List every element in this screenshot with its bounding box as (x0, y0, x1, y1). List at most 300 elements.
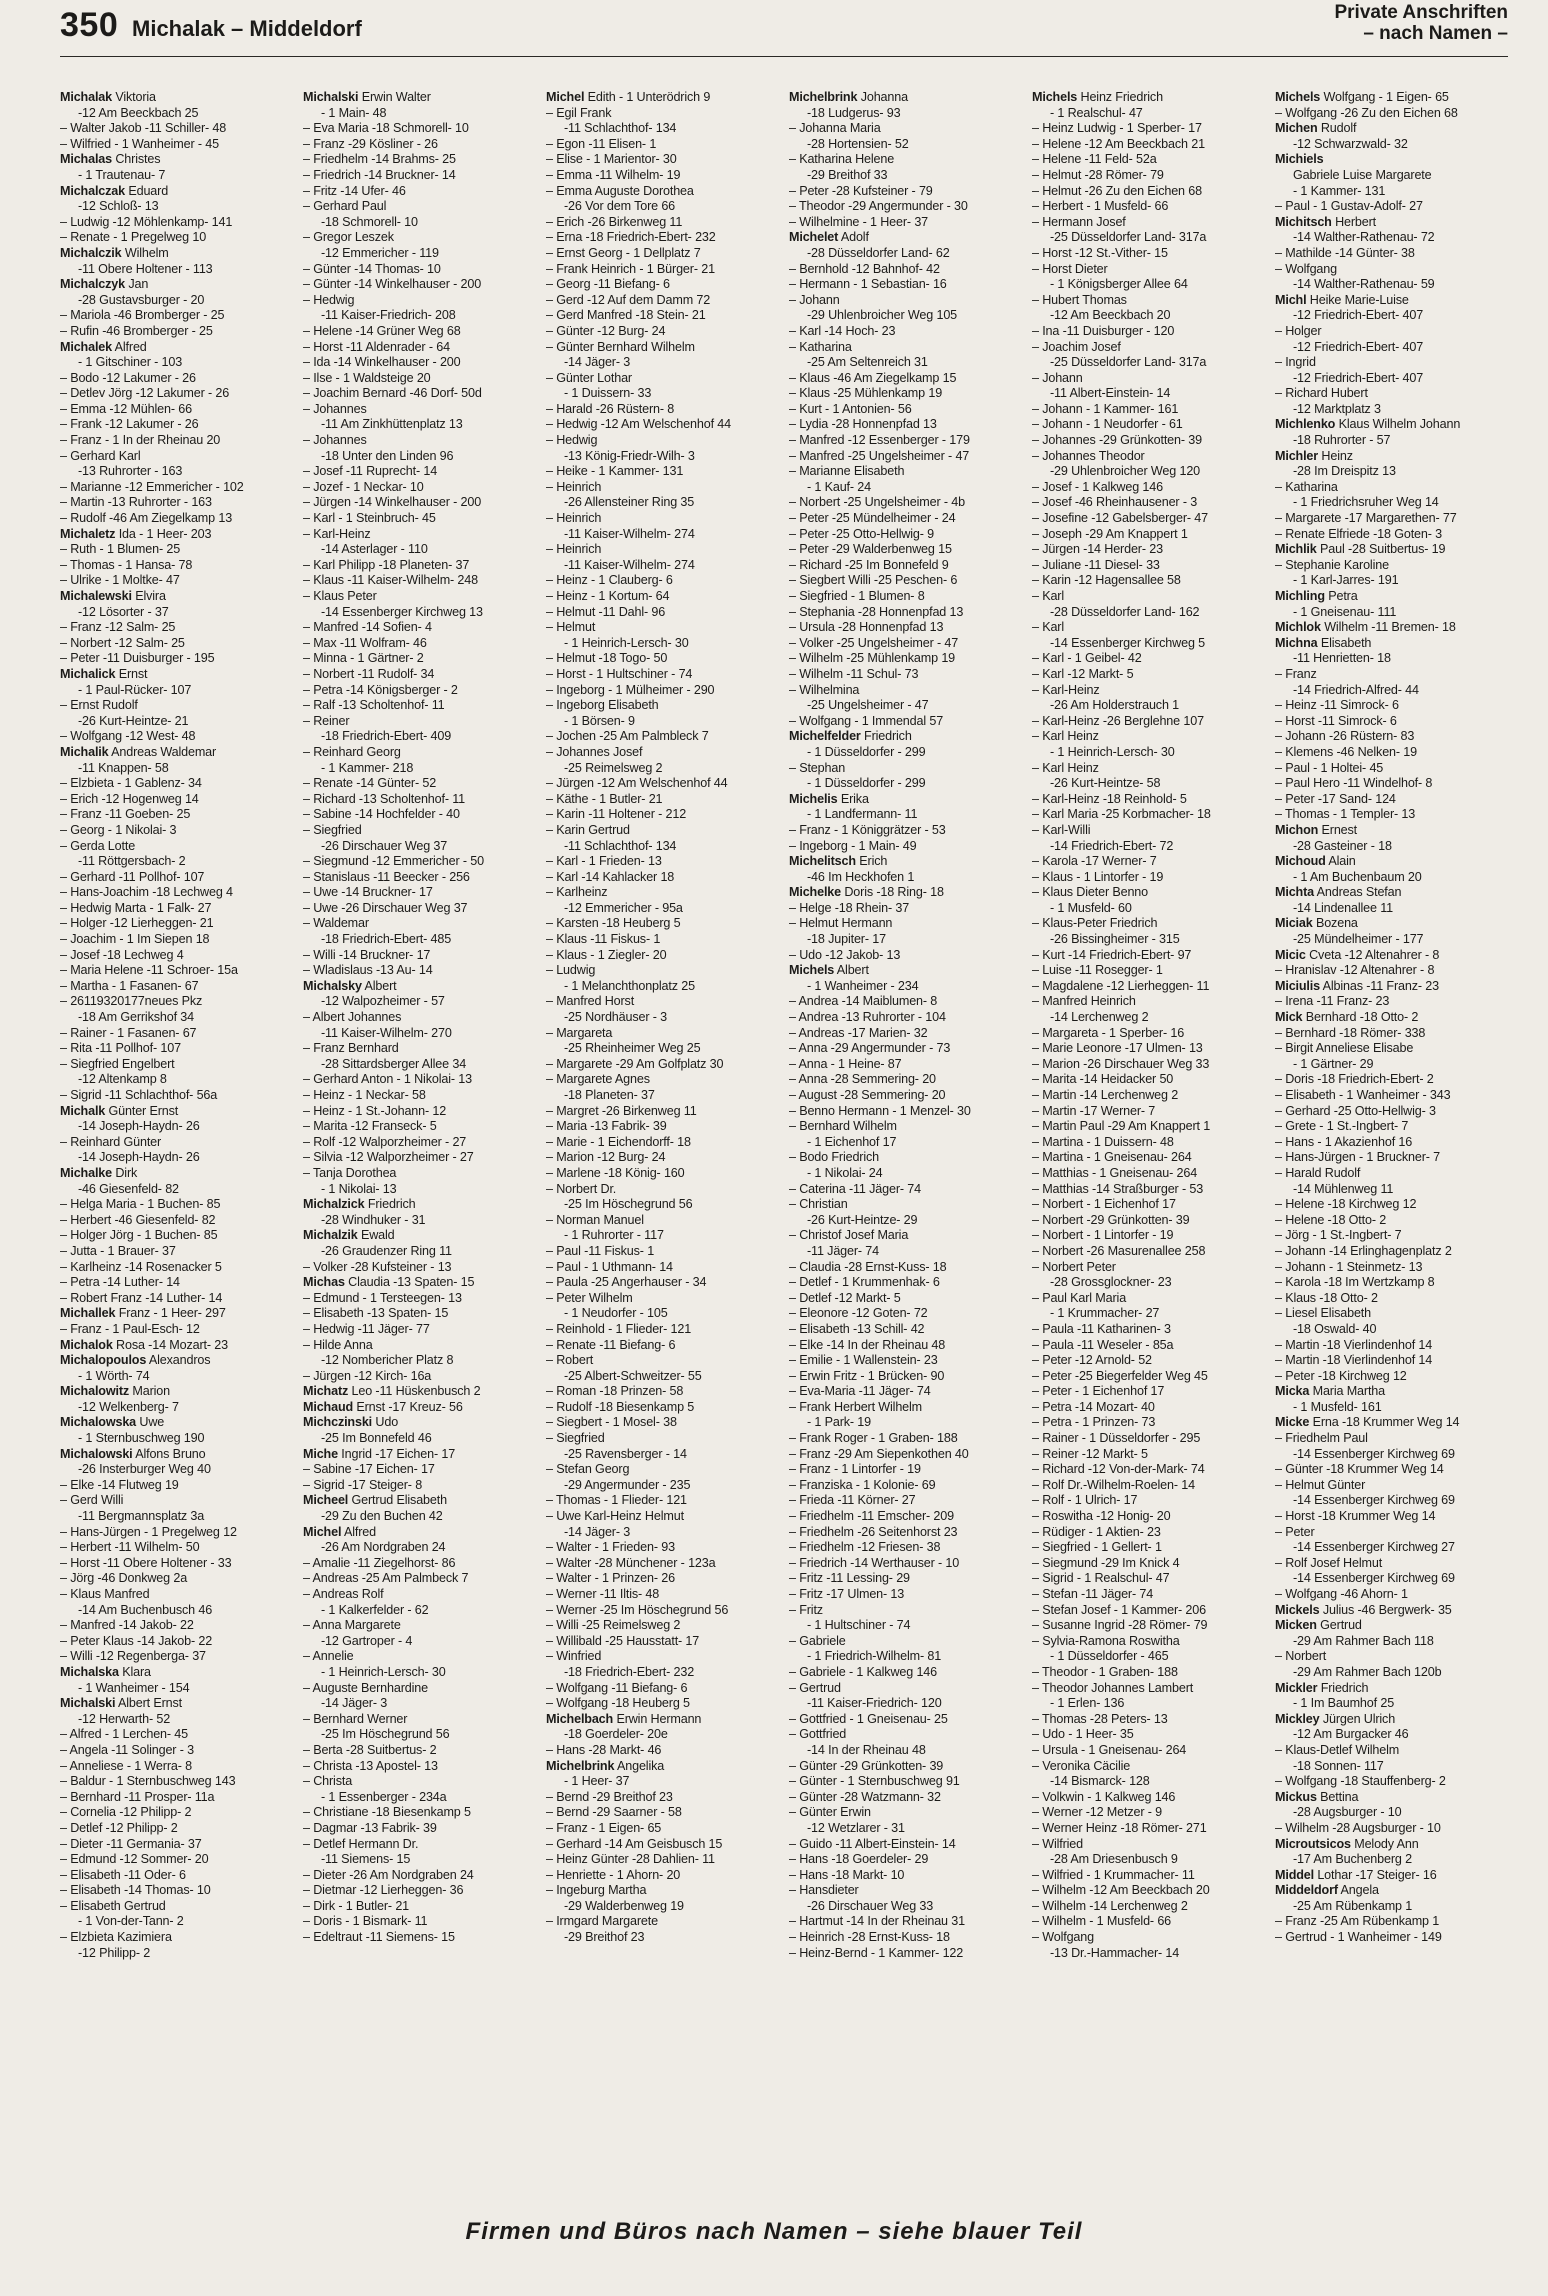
directory-entry: – Henriette - 1 Ahorn- 20 (546, 1867, 681, 1882)
directory-entry: Michalak Viktoria (60, 90, 156, 104)
surname: Michalczak (60, 183, 125, 198)
directory-entry: Michalewski Elvira (60, 589, 166, 603)
directory-entry: – Ulrike - 1 Moltke- 47 (60, 573, 180, 588)
directory-entry: -18 Friedrich-Ebert- 485 (321, 932, 452, 947)
header-rule (60, 56, 1508, 57)
directory-entry: – Egon -11 Elisen- 1 (546, 136, 657, 151)
directory-entry: – Sylvia-Ramona Roswitha (1032, 1633, 1180, 1648)
directory-entry: – Dieter -11 Germania- 37 (60, 1836, 202, 1851)
surname: Michel (546, 90, 585, 104)
directory-entry: – Gerd -12 Auf dem Damm 72 (546, 292, 711, 307)
surname: Michelet (789, 230, 839, 245)
directory-entry: – Uwe Karl-Heinz Helmut (546, 1509, 684, 1524)
directory-entry: – Martin -13 Ruhrorter - 163 (60, 495, 212, 510)
directory-entry: – Erwin Fritz - 1 Brücken- 90 (789, 1368, 945, 1383)
directory-entry: – Margarete Agnes (546, 1072, 650, 1087)
directory-entry: – Wilhelm -12 Am Beeckbach 20 (1032, 1883, 1210, 1898)
directory-entry: – Stanislaus -11 Beecker - 256 (303, 869, 470, 884)
directory-entry: – Heinz - 1 Kortum- 64 (546, 589, 670, 603)
directory-entry: – Wolfgang -12 West- 48 (60, 729, 196, 744)
directory-entry: – Johannes (303, 401, 367, 416)
directory-entry: – Martin -18 Vierlindenhof 14 (1275, 1353, 1433, 1368)
directory-entry: – Rainer - 1 Fasanen- 67 (60, 1025, 197, 1040)
directory-entry: – Anna -28 Semmering- 20 (789, 1072, 936, 1087)
directory-entry: – Siegfried - 1 Gellert- 1 (1032, 1540, 1162, 1555)
directory-entry: Michel Alfred (303, 1524, 376, 1539)
directory-entry: – Elisabeth Gertrud (60, 1898, 166, 1913)
directory-entry: – Helene -14 Grüner Weg 68 (303, 323, 461, 338)
directory-entry: – Petra -14 Königsberger - 2 (303, 682, 458, 697)
surname: Michalski (303, 90, 359, 104)
surname: Michler (1275, 448, 1319, 463)
directory-entry: – Stephan (789, 760, 846, 775)
directory-entry: – Klaus-Detlef Wilhelm (1275, 1742, 1400, 1757)
surname: Micic (1275, 947, 1306, 962)
directory-entry: – Elzbieta - 1 Gablenz- 34 (60, 776, 202, 791)
directory-entry: Michta Andreas Stefan (1275, 885, 1402, 900)
directory-entry: - 1 Düsseldorfer - 299 (807, 744, 926, 759)
page-name-range: Michalak – Middeldorf (132, 16, 362, 41)
directory-entry: -14 Joseph-Haydn- 26 (78, 1119, 200, 1134)
directory-entry: – Marita -12 Franseck- 5 (303, 1119, 437, 1134)
directory-entry: – Johannes (303, 433, 367, 448)
directory-entry: – Dirk - 1 Butler- 21 (303, 1898, 410, 1913)
directory-entry: – Friedrich -14 Bruckner- 14 (303, 167, 456, 182)
directory-entry: – Edmund - 1 Tersteegen- 13 (303, 1290, 462, 1305)
surname: Michalzick (303, 1197, 365, 1212)
directory-entry: – Martha - 1 Fasanen- 67 (60, 978, 199, 993)
surname: Micke (1275, 1415, 1310, 1430)
surname: Michelfelder (789, 729, 861, 744)
directory-entry: – Richard -25 Im Bonnefeld 9 (789, 557, 949, 572)
surname: Michelitsch (789, 854, 856, 869)
directory-entry: Michatz Leo -11 Hüskenbusch 2 (303, 1384, 481, 1399)
directory-entry: – Paul - 1 Holtei- 45 (1275, 760, 1384, 775)
directory-entry: – Ralf -13 Scholtenhof- 11 (303, 698, 445, 713)
directory-entry: – Frank Herbert Wilhelm (789, 1399, 923, 1414)
directory-entry: Gabriele Luise Margarete (1293, 167, 1432, 182)
directory-entry: – Hedwig (546, 433, 598, 448)
directory-entry: - 1 Wanheimer - 234 (807, 978, 919, 993)
directory-entry: – Hans -28 Markt- 46 (546, 1742, 662, 1757)
directory-entry: – Martina - 1 Gneisenau- 264 (1032, 1150, 1192, 1165)
directory-entry: – Willi -14 Bruckner- 17 (303, 947, 431, 962)
directory-entry: – Fritz -11 Lessing- 29 (789, 1571, 910, 1586)
directory-entry: – Klaus Manfred (60, 1587, 150, 1601)
directory-entry: -12 Walpozheimer - 57 (321, 994, 445, 1009)
directory-entry: -25 Albert-Schweitzer- 55 (564, 1368, 702, 1383)
directory-entry: – Dagmar -13 Fabrik- 39 (303, 1820, 437, 1835)
directory-entry: – Klaus-Peter Friedrich (1032, 916, 1158, 931)
directory-entry: Michalok Rosa -14 Mozart- 23 (60, 1337, 228, 1352)
directory-entry: – Richard -13 Scholtenhof- 11 (303, 791, 466, 806)
surname: Michna (1275, 635, 1318, 650)
directory-entry: - 1 Wörth- 74 (78, 1368, 150, 1383)
directory-entry: – Andrea -14 Maiblumen- 8 (789, 994, 938, 1009)
directory-entry: - 1 Park- 19 (807, 1415, 871, 1430)
directory-entry: – Bernhold -12 Bahnhof- 42 (789, 261, 940, 276)
directory-entry: – Klaus - 1 Ziegler- 20 (546, 947, 667, 962)
directory-entry: – Annelie (303, 1649, 354, 1664)
directory-entry: -29 Zu den Buchen 42 (321, 1509, 443, 1524)
directory-entry: – Helmut -26 Zu den Eichen 68 (1032, 183, 1202, 198)
directory-entry: – Johann (1032, 370, 1083, 385)
directory-entry: – Wilhelm -14 Lerchenweg 2 (1032, 1898, 1188, 1913)
directory-entry: -12 Nombericher Platz 8 (321, 1353, 454, 1368)
directory-entry: – Klaus - 1 Lintorfer - 19 (1032, 869, 1164, 884)
directory-entry: – Günter -28 Watzmann- 32 (789, 1789, 941, 1804)
directory-entry: – Hubert Thomas (1032, 292, 1127, 307)
directory-entry: – Peter -12 Arnold- 52 (1032, 1353, 1152, 1368)
directory-entry: – Helene -18 Otto- 2 (1275, 1212, 1387, 1227)
directory-entry: – Detlef -12 Philipp- 2 (60, 1820, 178, 1835)
surname: Michas (303, 1275, 345, 1290)
directory-entry: – Heinrich -28 Ernst-Kuss- 18 (789, 1930, 950, 1945)
directory-entry: – Wilhelm -11 Schul- 73 (789, 666, 919, 681)
directory-entry: – Josefine -12 Gabelsberger- 47 (1032, 511, 1208, 526)
directory-entry: - 1 Realschul- 47 (1050, 105, 1143, 120)
surname: Michaletz (60, 526, 116, 541)
surname: Michaud (303, 1399, 354, 1414)
directory-entry: – Karl - 1 Steinbruch- 45 (303, 511, 436, 526)
directory-entry: – Peter Wilhelm (546, 1290, 633, 1305)
directory-entry: – Erich -12 Hogenweg 14 (60, 791, 199, 806)
directory-entry: – Wolfgang -26 Zu den Eichen 68 (1275, 105, 1458, 120)
surname: Michalok (60, 1337, 113, 1352)
directory-entry: – Gertrud (789, 1680, 841, 1695)
directory-entry: – Richard Hubert (1275, 386, 1368, 401)
directory-entry: - 1 Von-der-Tann- 2 (78, 1914, 184, 1929)
directory-entry: – Günter -18 Krummer Weg 14 (1275, 1462, 1444, 1477)
directory-entry: - 1 Gneisenau- 111 (1293, 604, 1397, 619)
directory-entry: – Thomas - 1 Hansa- 78 (60, 557, 193, 572)
directory-entry: – Ursula -28 Honnenpfad 13 (789, 620, 944, 635)
directory-entry: – Siegfried (546, 1431, 605, 1446)
directory-entry: - 1 Musfeld- 60 (1050, 900, 1132, 915)
directory-entry: – Hans-Joachim -18 Lechweg 4 (60, 885, 233, 900)
directory-entry: Micke Erna -18 Krummer Weg 14 (1275, 1415, 1460, 1430)
directory-entry: – Katharina (1275, 479, 1338, 494)
directory-entry: – Franz - 1 Lintorfer - 19 (789, 1462, 921, 1477)
directory-entry: – Manfred -12 Essenberger - 179 (789, 433, 970, 448)
directory-entry: – Heike - 1 Kammer- 131 (546, 464, 684, 479)
directory-entry: – Günter - 1 Sternbuschweg 91 (789, 1774, 960, 1789)
directory-entry: – Holger (1275, 323, 1322, 338)
directory-entry: -12 Altenkamp 8 (78, 1072, 167, 1087)
directory-entry: -18 Ruhrorter - 57 (1293, 433, 1391, 448)
directory-entry: – Gottfried (789, 1727, 847, 1742)
directory-entry: – Norbert -25 Ungelsheimer - 4b (789, 495, 965, 510)
directory-entry: – Marion -12 Burg- 24 (546, 1150, 666, 1165)
directory-entry: – Margareta (546, 1025, 613, 1040)
directory-entry: – Johannes Josef (546, 744, 643, 759)
directory-entry: -26 Bissingheimer - 315 (1050, 932, 1180, 947)
section-title-line-1: Private Anschriften (1334, 2, 1508, 23)
directory-entry: – Paula -11 Weseler - 85a (1032, 1337, 1174, 1352)
directory-entry: Michelbrink Johanna (789, 90, 908, 104)
directory-entry: – Theodor Johannes Lambert (1032, 1680, 1194, 1695)
directory-entry: Middeldorf Angela (1275, 1883, 1379, 1898)
directory-entry: – Sabine -17 Eichen- 17 (303, 1462, 435, 1477)
directory-entry: – Emma Auguste Dorothea (546, 183, 694, 198)
surname: Michalke (60, 1165, 112, 1180)
directory-entry: – Karl Maria -25 Korbmacher- 18 (1032, 807, 1211, 822)
directory-entry: – Helene -11 Feld- 52a (1032, 152, 1157, 167)
directory-entry: -14 Friedrich-Ebert- 72 (1050, 838, 1174, 853)
directory-entry: -18 Ludgerus- 93 (807, 105, 901, 120)
surname: Mickels (1275, 1602, 1320, 1617)
directory-entry: – Elisabeth -11 Oder- 6 (60, 1867, 186, 1882)
surname: Michalowska (60, 1415, 137, 1430)
directory-entry: Michczinski Udo (303, 1415, 399, 1430)
directory-entry: – Marlene -18 König- 160 (546, 1165, 685, 1180)
directory-entry: -14 In der Rheinau 48 (807, 1742, 926, 1757)
directory-entry: – Günter -12 Burg- 24 (546, 323, 666, 338)
directory-entry: – Hartmut -14 In der Rheinau 31 (789, 1914, 965, 1929)
directory-entry: – Christof Josef Maria (789, 1228, 909, 1243)
directory-entry: -18 Jupiter- 17 (807, 932, 886, 947)
directory-entry: Michalopoulos Alexandros (60, 1353, 211, 1368)
directory-entry: -25 Nordhäuser - 3 (564, 1010, 668, 1025)
directory-entry: – Friedhelm -26 Seitenhorst 23 (789, 1524, 958, 1539)
directory-entry: – Franz -29 Am Siepenkothen 40 (789, 1446, 969, 1461)
directory-entry: – Max -11 Wolfram- 46 (303, 635, 427, 650)
directory-entry: – Willi -12 Regenberga- 37 (60, 1649, 206, 1664)
directory-entry: – Manfred Heinrich (1032, 994, 1136, 1009)
surname: Michalski (60, 1696, 116, 1711)
directory-entry: – Gerhard -14 Am Geisbusch 15 (546, 1836, 723, 1851)
directory-entry: – Joseph -29 Am Knappert 1 (1032, 526, 1188, 541)
surname: Michon (1275, 822, 1319, 837)
directory-entry: Michalczyk Jan (60, 277, 149, 292)
directory-entry: – Karl (1032, 589, 1064, 603)
directory-entry: – Holger Jörg - 1 Buchen- 85 (60, 1228, 218, 1243)
directory-entry: – Ernst Rudolf (60, 698, 138, 713)
directory-entry: – Peter -25 Biegerfelder Weg 45 (1032, 1368, 1208, 1383)
directory-entry: -26 Vor dem Tore 66 (564, 199, 676, 214)
directory-entry: Michels Albert (789, 963, 869, 978)
directory-entry: -12 Friedrich-Ebert- 407 (1293, 370, 1424, 385)
directory-entry: – Christa (303, 1774, 353, 1789)
directory-entry: -12 Am Beeckbach 20 (1050, 308, 1171, 323)
directory-entry: -18 Friedrich-Ebert- 409 (321, 729, 452, 744)
directory-entry: – Silvia -12 Walporzheimer - 27 (303, 1150, 474, 1165)
directory-entry: – Siegfried (303, 822, 362, 837)
directory-entry: – Robert Franz -14 Luther- 14 (60, 1290, 223, 1305)
directory-entry: – Josef -11 Ruprecht- 14 (303, 464, 438, 479)
directory-entry: - 1 Nikolai- 24 (807, 1165, 883, 1180)
directory-entry: - 1 Hultschiner - 74 (807, 1618, 911, 1633)
directory-entry: – Günter Lothar (546, 370, 632, 385)
directory-entry: Michalick Ernst (60, 666, 148, 681)
directory-entry: – Siegfried - 1 Blumen- 8 (789, 589, 925, 603)
directory-entry: – Ernst Georg - 1 Dellplatz 7 (546, 245, 701, 260)
surname: Michel (303, 1524, 342, 1539)
surname: Microutsicos (1275, 1836, 1351, 1851)
directory-entry: – Friedhelm -14 Brahms- 25 (303, 152, 456, 167)
directory-entry: – Karl -14 Kahlacker 18 (546, 869, 675, 884)
directory-entry: – Helene -18 Kirchweg 12 (1275, 1197, 1417, 1212)
directory-entry: – Johann - 1 Neudorfer - 61 (1032, 417, 1183, 432)
directory-entry: – Herbert -46 Giesenfeld- 82 (60, 1212, 216, 1227)
listing-column-3 (546, 90, 783, 2210)
directory-entry: - 1 Heinrich-Lersch- 30 (564, 635, 689, 650)
directory-entry: – Gertrud - 1 Wanheimer - 149 (1275, 1930, 1442, 1945)
directory-entry: – Gerd Willi (60, 1493, 124, 1508)
directory-entry: – Franz - 1 Eigen- 65 (546, 1820, 662, 1835)
directory-entry: – Wilhelmine - 1 Heer- 37 (789, 214, 929, 229)
directory-entry: – Werner -12 Metzer - 9 (1032, 1805, 1162, 1820)
directory-entry: – Hans - 1 Akazienhof 16 (1275, 1134, 1413, 1149)
directory-entry: – Baldur - 1 Sternbuschweg 143 (60, 1774, 236, 1789)
directory-entry: -17 Am Buchenberg 2 (1293, 1852, 1412, 1867)
directory-entry: – Karl Heinz (1032, 760, 1099, 775)
surname: Michalas (60, 152, 112, 167)
directory-entry: – Anna - 1 Heine- 87 (789, 1056, 902, 1071)
directory-entry: -26 Dirschauer Weg 37 (321, 838, 448, 853)
directory-entry: – Franz -25 Am Rübenkamp 1 (1275, 1914, 1440, 1929)
directory-entry: – Volker -28 Kufsteiner - 13 (303, 1259, 452, 1274)
directory-entry: – Roman -18 Prinzen- 58 (546, 1384, 684, 1399)
directory-entry: – Paul - 1 Gustav-Adolf- 27 (1275, 199, 1423, 214)
directory-entry: Michler Heinz (1275, 448, 1353, 463)
directory-entry: – Heinrich (546, 542, 602, 557)
directory-entry: – Jörg -46 Donkweg 2a (60, 1571, 188, 1586)
directory-entry: - 1 Nikolai- 13 (321, 1181, 397, 1196)
directory-entry: Michaud Ernst -17 Kreuz- 56 (303, 1399, 463, 1414)
directory-entry: – Holger -12 Lierheggen- 21 (60, 916, 214, 931)
directory-entry: – Joachim - 1 Im Siepen 18 (60, 932, 210, 947)
directory-entry: – Ingeburg Martha (546, 1883, 647, 1898)
directory-entry: – Ruth - 1 Blumen- 25 (60, 542, 181, 557)
directory-entry: – Paula -11 Katharinen- 3 (1032, 1321, 1171, 1336)
directory-entry: – Horst -18 Krummer Weg 14 (1275, 1509, 1436, 1524)
directory-entry: – Anna Margarete (303, 1618, 401, 1633)
directory-entry: - 1 Duissern- 33 (564, 386, 652, 401)
directory-entry: – Wolfgang (1032, 1930, 1094, 1945)
surname: Michallek (60, 1306, 116, 1321)
directory-entry: – Uwe -14 Bruckner- 17 (303, 885, 433, 900)
directory-entry: – Willi -25 Reimelsweg 2 (546, 1618, 681, 1633)
directory-entry: – Norbert Peter (1032, 1259, 1116, 1274)
directory-entry: - 1 Heer- 37 (564, 1774, 630, 1789)
directory-entry: – Ingeborg - 1 Mülheimer - 290 (546, 682, 715, 697)
directory-entry: -14 Essenberger Kirchweg 69 (1293, 1446, 1455, 1461)
directory-entry: – Matthias - 1 Gneisenau- 264 (1032, 1165, 1198, 1180)
directory-entry: – Reinhold - 1 Flieder- 121 (546, 1321, 692, 1336)
listing-column-4 (789, 90, 1026, 2210)
directory-entry: Micka Maria Martha (1275, 1384, 1385, 1399)
directory-entry: Mickels Julius -46 Bergwerk- 35 (1275, 1602, 1452, 1617)
directory-entry: – Paul Hero -11 Windelhof- 8 (1275, 776, 1433, 791)
directory-entry: -25 Im Höschegrund 56 (564, 1197, 693, 1212)
directory-entry: – Reinhard Günter (60, 1134, 162, 1149)
directory-entry: - 1 Heinrich-Lersch- 30 (321, 1664, 446, 1679)
directory-entry: – Horst - 1 Hultschiner - 74 (546, 666, 693, 681)
directory-entry: -29 Am Rahmer Bach 120b (1293, 1664, 1442, 1679)
directory-entry: – Thomas - 1 Templer- 13 (1275, 807, 1416, 822)
directory-entry: – Horst Dieter (1032, 261, 1108, 276)
directory-entry: – Franz Bernhard (303, 1041, 399, 1056)
directory-entry: -28 Windhuker - 31 (321, 1212, 426, 1227)
directory-entry: - 1 Im Baumhof 25 (1293, 1696, 1395, 1711)
directory-entry: – Norbert -11 Rudolf- 34 (303, 666, 435, 681)
directory-entry: -14 Essenberger Kirchweg 5 (1050, 635, 1206, 650)
listing-columns (60, 90, 1510, 2210)
directory-entry: -14 Walther-Rathenau- 72 (1293, 230, 1435, 245)
directory-entry: -11 Obere Holtener - 113 (78, 261, 213, 276)
surname: Middeldorf (1275, 1883, 1338, 1898)
directory-entry: – Hilde Anna (303, 1337, 373, 1352)
directory-entry: – Rüdiger - 1 Aktien- 23 (1032, 1524, 1161, 1539)
directory-entry: -18 Friedrich-Ebert- 232 (564, 1664, 695, 1679)
directory-entry: -26 Graudenzer Ring 11 (321, 1243, 452, 1258)
surname: Michling (1275, 589, 1325, 603)
directory-entry: – Frank -12 Lakumer - 26 (60, 417, 199, 432)
directory-entry: – Berta -28 Suitbertus- 2 (303, 1742, 437, 1757)
directory-entry: – Klemens -46 Nelken- 19 (1275, 744, 1418, 759)
directory-entry: – Manfred -14 Sofien- 4 (303, 620, 432, 635)
directory-entry: – Hans -18 Goerdeler- 29 (789, 1852, 929, 1867)
directory-entry: – Frieda -11 Körner- 27 (789, 1493, 916, 1508)
directory-entry: – Irena -11 Franz- 23 (1275, 994, 1390, 1009)
directory-entry: – Renate -14 Günter- 52 (303, 776, 437, 791)
directory-entry: Michelfelder Friedrich (789, 729, 912, 744)
directory-entry: – Franz (1275, 666, 1317, 681)
directory-entry: – Karin -11 Holtener - 212 (546, 807, 687, 822)
directory-entry: -28 Sittardsberger Allee 34 (321, 1056, 467, 1071)
directory-entry: -25 Im Höschegrund 56 (321, 1727, 450, 1742)
directory-entry: – Franz -12 Salm- 25 (60, 620, 176, 635)
directory-entry: – Alfred - 1 Lerchen- 45 (60, 1727, 189, 1742)
directory-entry: -11 Kaiser-Friedrich- 208 (321, 308, 456, 323)
directory-entry: – Birgit Anneliese Elisabe (1275, 1041, 1414, 1056)
directory-entry: – Norbert -12 Salm- 25 (60, 635, 185, 650)
directory-entry: -11 Bergmannsplatz 3a (78, 1509, 205, 1524)
directory-entry: – Joachim Josef (1032, 339, 1121, 354)
directory-entry: -26 Kurt-Heintze- 21 (78, 713, 189, 728)
directory-entry: – Bodo Friedrich (789, 1150, 879, 1165)
directory-entry: -11 Röttgersbach- 2 (78, 854, 186, 869)
directory-entry: – Sigrid - 1 Realschul- 47 (1032, 1571, 1170, 1586)
directory-entry: – Bernhard -18 Römer- 338 (1275, 1025, 1426, 1040)
directory-entry: – Georg -11 Biefang- 6 (546, 277, 670, 292)
surname: Michalowitz (60, 1384, 130, 1399)
directory-entry: - 1 Kammer- 218 (321, 760, 414, 775)
directory-entry: -26 Dirschauer Weg 33 (807, 1898, 934, 1913)
directory-entry: – Stephania -28 Honnenpfad 13 (789, 604, 964, 619)
directory-entry: – Werner -25 Im Höschegrund 56 (546, 1602, 729, 1617)
directory-entry: – Thomas - 1 Flieder- 121 (546, 1493, 687, 1508)
surname: Michelbrink (546, 1758, 615, 1773)
surname: Michlok (1275, 620, 1321, 635)
directory-entry: – Johann -26 Rüstern- 83 (1275, 729, 1415, 744)
directory-entry: – Rolf - 1 Ulrich- 17 (1032, 1493, 1138, 1508)
directory-entry: – Christa -13 Apostel- 13 (303, 1758, 438, 1773)
directory-entry: -14 Jäger- 3 (564, 355, 631, 370)
directory-entry: – Helga Maria - 1 Buchen- 85 (60, 1197, 221, 1212)
directory-entry: Michelke Doris -18 Ring- 18 (789, 885, 944, 900)
directory-entry: – Rita -11 Pollhof- 107 (60, 1041, 181, 1056)
directory-entry: – Caterina -11 Jäger- 74 (789, 1181, 921, 1196)
directory-entry: – Karola -17 Werner- 7 (1032, 854, 1157, 869)
directory-entry: – Gottfried - 1 Gneisenau- 25 (789, 1711, 948, 1726)
directory-entry: – Ingeborg - 1 Main- 49 (789, 838, 917, 853)
directory-entry: Michaletz Ida - 1 Heer- 203 (60, 526, 212, 541)
directory-entry: – Franz - 1 In der Rheinau 20 (60, 433, 221, 448)
directory-entry: – Irmgard Margarete (546, 1914, 658, 1929)
surname: Michalowski (60, 1446, 133, 1461)
